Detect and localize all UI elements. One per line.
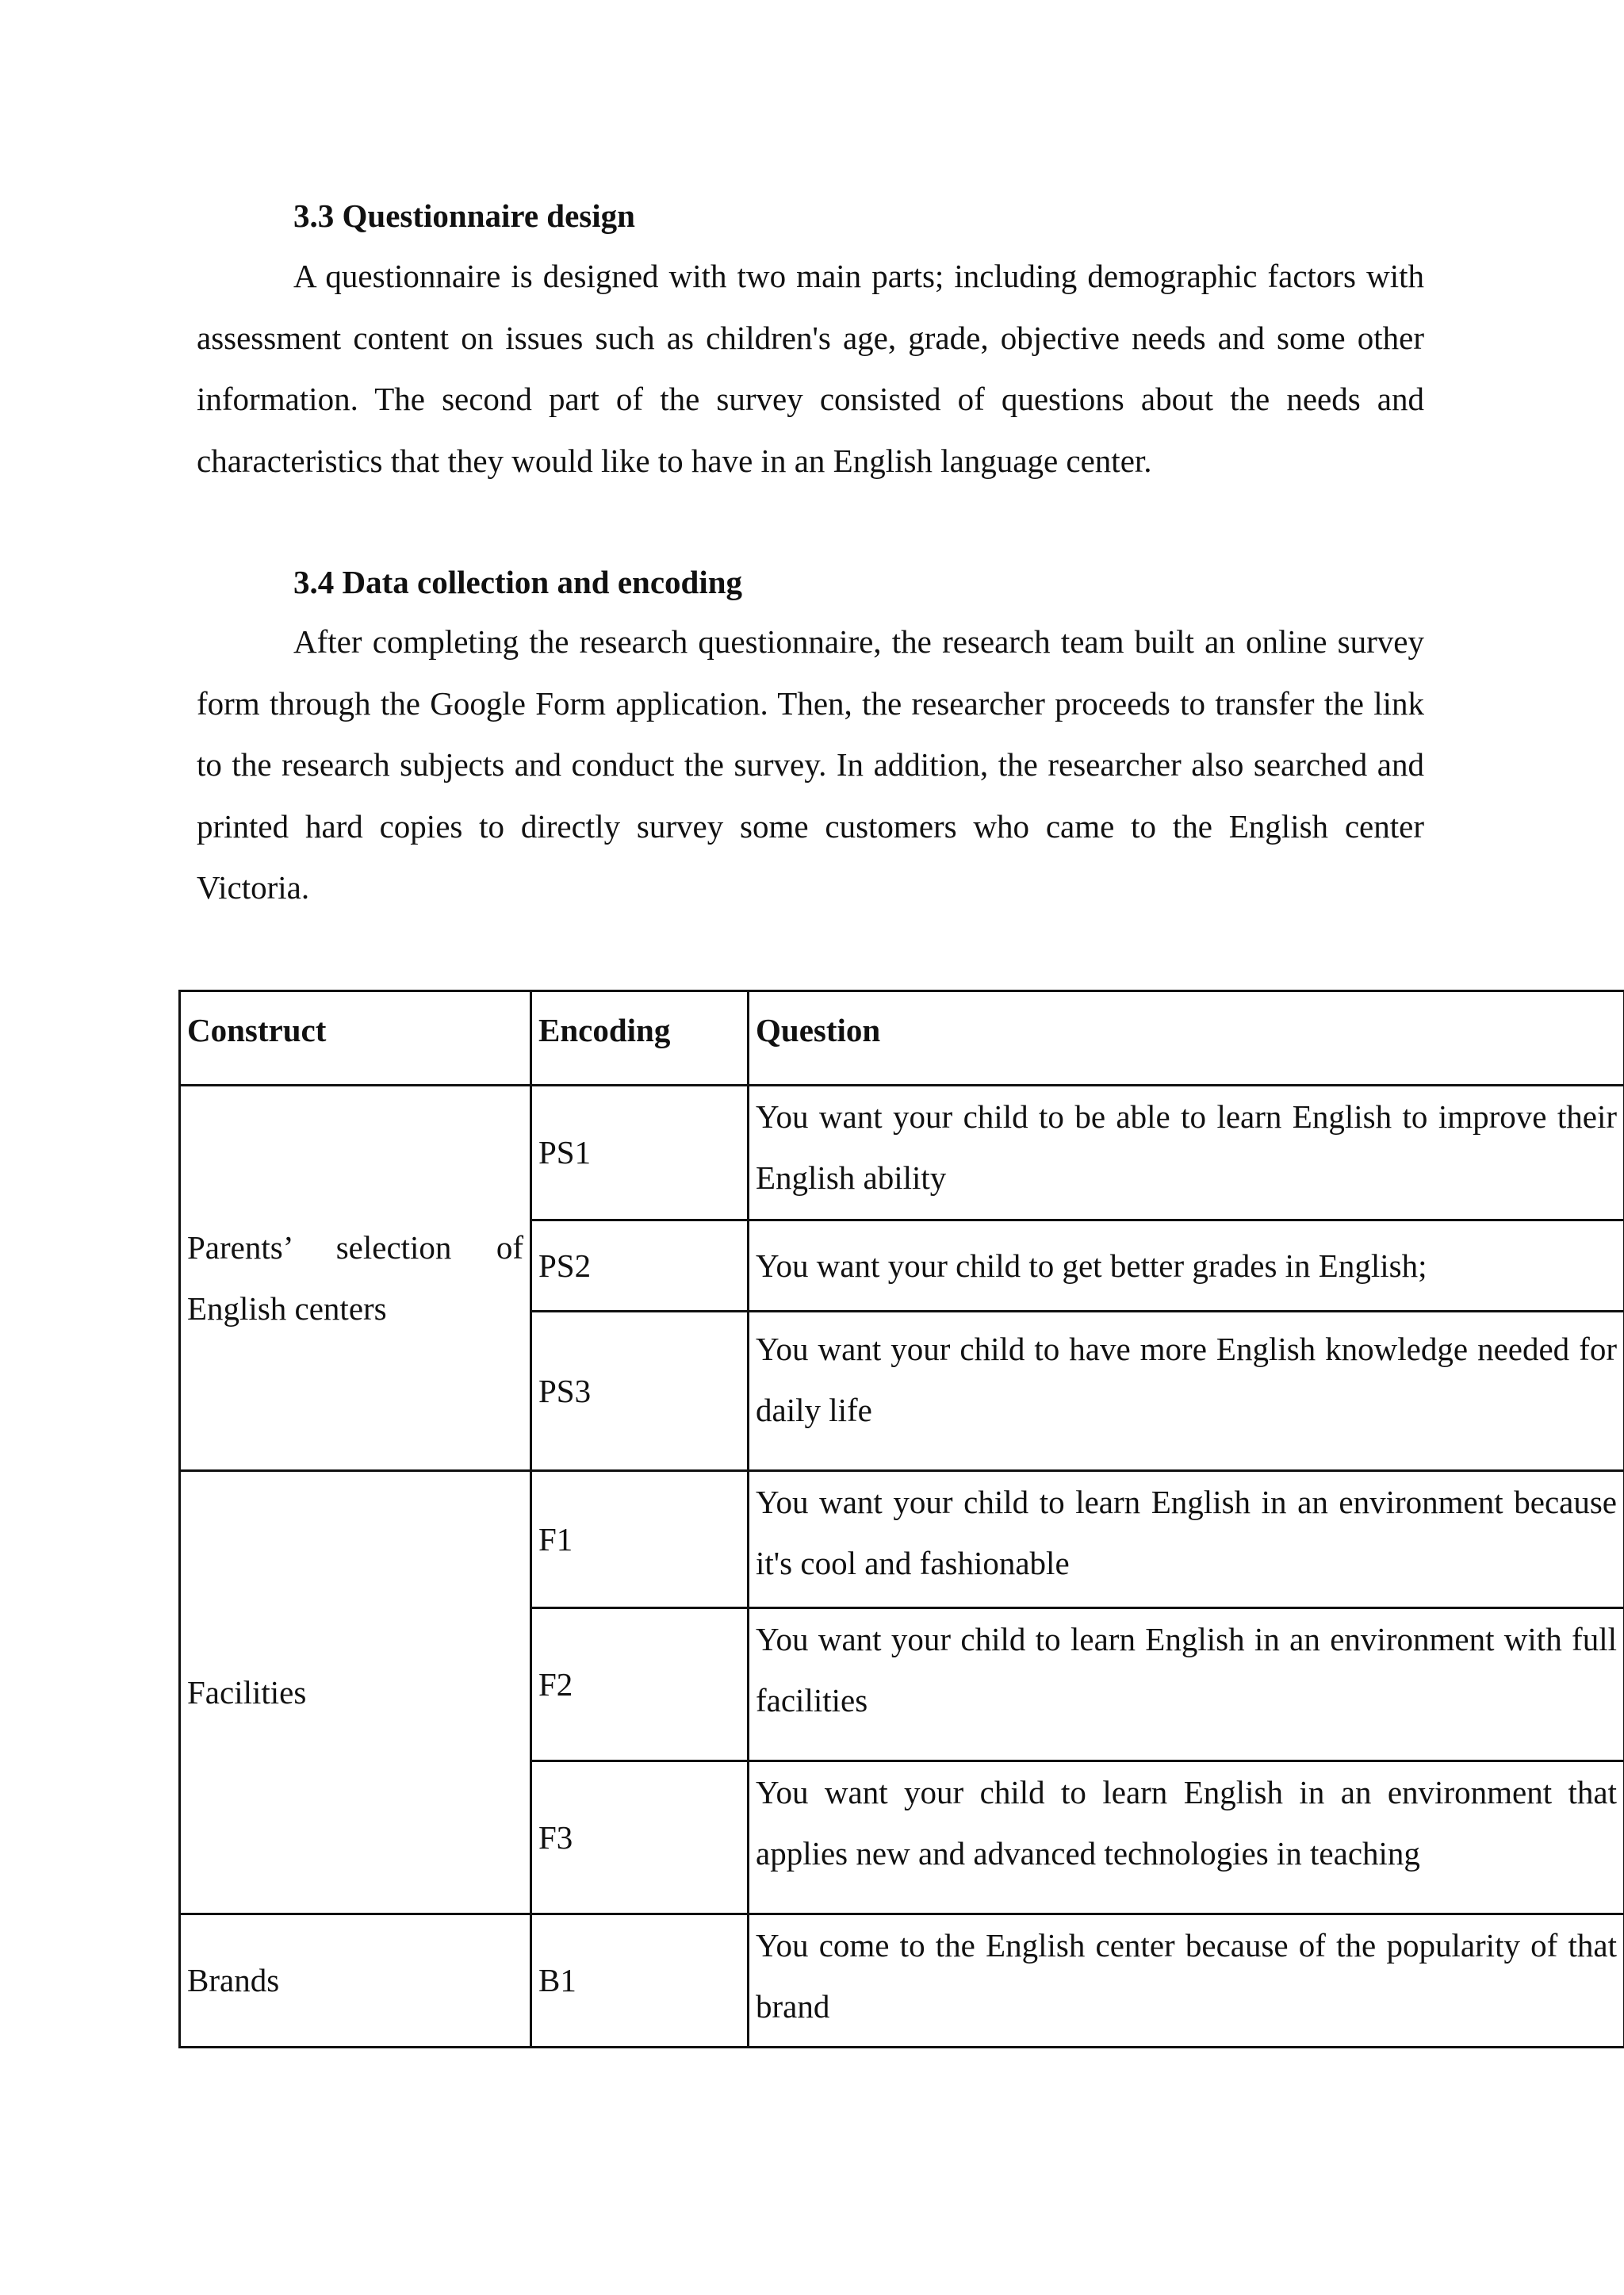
construct-cell: Parents’ selection of English centers bbox=[180, 1086, 531, 1471]
section-heading-questionnaire-design: 3.3 Questionnaire design bbox=[293, 197, 635, 234]
construct-cell: Brands bbox=[180, 1914, 531, 2048]
table-row bbox=[180, 1471, 1624, 1608]
question-cell: You want your child to learn English in an environment that applies new and advanced technologies in teaching bbox=[749, 1761, 1624, 1914]
encoding-cell: F1 bbox=[531, 1471, 749, 1608]
encoding-table bbox=[178, 990, 1624, 2048]
question-cell: You want your child to learn English in an environment with full facilities bbox=[749, 1608, 1624, 1761]
encoding-cell: PS3 bbox=[531, 1312, 749, 1471]
encoding-cell: B1 bbox=[531, 1914, 749, 2048]
question-cell: You want your child to learn English in an environment because it's cool and fashionable bbox=[749, 1471, 1624, 1608]
table-row bbox=[180, 1086, 1624, 1220]
table-header-row bbox=[180, 991, 1624, 1086]
column-header-question: Question bbox=[749, 991, 1624, 1086]
question-cell: You want your child to be able to learn English to improve their English ability bbox=[749, 1086, 1624, 1220]
table-row bbox=[180, 1914, 1624, 2048]
column-header-encoding: Encoding bbox=[531, 991, 749, 1086]
construct-cell: Facilities bbox=[180, 1471, 531, 1914]
column-header-construct: Construct bbox=[180, 991, 531, 1086]
question-cell: You want your child to get better grades in English; bbox=[749, 1220, 1624, 1312]
question-cell: You want your child to have more English knowledge needed for daily life bbox=[749, 1312, 1624, 1471]
section-paragraph-data-collection: After completing the research questionnaire, the research team built an online survey form through the Google Form application. Then, the researcher proceeds to transfer the link to the research subjects and conduct the survey. In addition, the researcher also searched and printed hard copies to directly survey some customers who came to the English center Victoria. bbox=[197, 623, 1424, 906]
section-paragraph-questionnaire-design: A questionnaire is designed with two main parts; including demographic factors with assessment content on issues such as children's age, grade, objective needs and some other information. The second part of the survey consisted of questions about the needs and characteristics that they would like to have in an English language center. bbox=[197, 258, 1424, 479]
encoding-cell: PS2 bbox=[531, 1220, 749, 1312]
question-cell: You come to the English center because of the popularity of that brand bbox=[749, 1914, 1624, 2048]
encoding-cell: F2 bbox=[531, 1608, 749, 1761]
encoding-cell: PS1 bbox=[531, 1086, 749, 1220]
section-heading-data-collection: 3.4 Data collection and encoding bbox=[293, 564, 743, 600]
encoding-cell: F3 bbox=[531, 1761, 749, 1914]
